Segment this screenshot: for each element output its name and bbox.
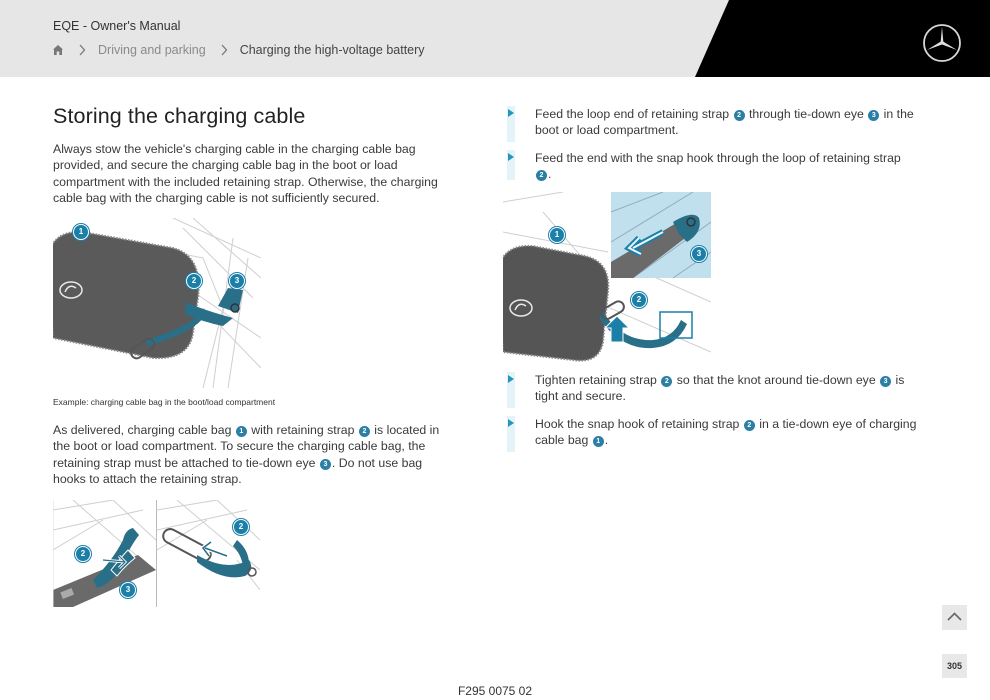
callout-1: 1 bbox=[549, 227, 565, 243]
footer-code: F295 0075 02 bbox=[457, 684, 533, 698]
step-text: Tighten retaining strap bbox=[535, 373, 661, 387]
badge-3: 3 bbox=[880, 376, 891, 387]
step-text: . bbox=[548, 167, 552, 182]
step-text: so that the knot around tie-down eye bbox=[673, 373, 880, 387]
breadcrumb-current: Charging the high-voltage battery bbox=[239, 43, 425, 57]
delivered-text-4: . Do not use bag hooks to attach the retaining strap. bbox=[53, 455, 423, 486]
step-4 bbox=[507, 416, 917, 452]
breadcrumb-driving-and-parking[interactable]: Driving and parking bbox=[98, 43, 206, 57]
figure-snap-hook-through-loop bbox=[157, 500, 260, 607]
header-black-wedge bbox=[0, 0, 990, 77]
figure-charging-cable-bag bbox=[53, 218, 261, 388]
step-1-text bbox=[535, 106, 917, 139]
step-text: in a tie-down eye of charging cable bag bbox=[535, 417, 917, 448]
scroll-to-top-button[interactable] bbox=[942, 605, 967, 630]
step-text: in the boot or load compartment. bbox=[535, 107, 914, 138]
badge-2: 2 bbox=[359, 426, 370, 437]
callout-3: 3 bbox=[120, 582, 136, 598]
step-2-text bbox=[535, 150, 917, 183]
step-1 bbox=[507, 106, 917, 142]
figure-illustration bbox=[503, 192, 711, 362]
page-title: Storing the charging cable bbox=[53, 104, 306, 128]
step-text: Feed the loop end of retaining strap bbox=[535, 107, 733, 121]
badge-2: 2 bbox=[661, 376, 672, 387]
figure-caption: Example: charging cable bag in the boot/load compartment bbox=[53, 397, 276, 407]
chevron-right-icon bbox=[220, 44, 228, 56]
delivered-text-1: As delivered, charging cable bag bbox=[53, 423, 235, 437]
step-3-text bbox=[535, 372, 917, 405]
figure-tighten-strap bbox=[503, 192, 711, 362]
mercedes-star-logo[interactable] bbox=[922, 23, 962, 63]
page-number: 305 bbox=[942, 654, 967, 678]
step-4-text bbox=[535, 416, 917, 449]
callout-1: 1 bbox=[73, 224, 89, 240]
chevron-right-icon bbox=[78, 44, 86, 56]
badge-2: 2 bbox=[536, 170, 547, 181]
chevron-up-icon bbox=[942, 605, 967, 630]
step-3 bbox=[507, 372, 917, 408]
callout-2: 2 bbox=[233, 519, 249, 535]
delivered-paragraph bbox=[53, 422, 458, 487]
figure-strap-through-eye bbox=[53, 500, 156, 607]
badge-2: 2 bbox=[744, 420, 755, 431]
callout-2: 2 bbox=[186, 273, 202, 289]
delivered-text-3: is located in the boot or load compartment. To secure the charging cable bag, the retaining strap must be attached to tie-down eye bbox=[53, 423, 440, 470]
app-title: EQE - Owner's Manual bbox=[53, 19, 181, 33]
callout-2: 2 bbox=[75, 546, 91, 562]
step-arrow-icon bbox=[508, 419, 514, 427]
badge-3: 3 bbox=[868, 110, 879, 121]
badge-1: 1 bbox=[236, 426, 247, 437]
figure-illustration bbox=[53, 500, 156, 607]
step-2 bbox=[507, 150, 917, 180]
callout-3: 3 bbox=[229, 273, 245, 289]
figure-illustration bbox=[53, 218, 261, 388]
step-text: is tight and secure. bbox=[535, 373, 905, 404]
step-text: Hook the snap hook of retaining strap bbox=[535, 417, 743, 431]
home-icon[interactable] bbox=[52, 44, 64, 56]
badge-2: 2 bbox=[734, 110, 745, 121]
step-text: through tie-down eye bbox=[745, 107, 868, 121]
step-arrow-icon bbox=[508, 153, 514, 161]
callout-2: 2 bbox=[631, 292, 647, 308]
badge-1: 1 bbox=[593, 436, 604, 447]
delivered-text-2: with retaining strap bbox=[247, 423, 358, 437]
breadcrumb bbox=[52, 42, 425, 58]
step-arrow-icon bbox=[508, 109, 514, 117]
step-text: . bbox=[604, 433, 609, 448]
badge-3: 3 bbox=[320, 459, 331, 470]
step-text: Feed the end with the snap hook through the loop of retaining strap bbox=[535, 151, 901, 165]
figure-illustration bbox=[157, 500, 260, 607]
intro-paragraph: Always stow the vehicle's charging cable in the charging cable bag provided, and secure the charging cable bag in the boot or load compartment with the included retaining strap. Otherwise, the charging cable bag with the charging cable is not sufficiently secured. bbox=[53, 142, 438, 205]
step-arrow-icon bbox=[508, 375, 514, 383]
callout-3: 3 bbox=[691, 246, 707, 262]
